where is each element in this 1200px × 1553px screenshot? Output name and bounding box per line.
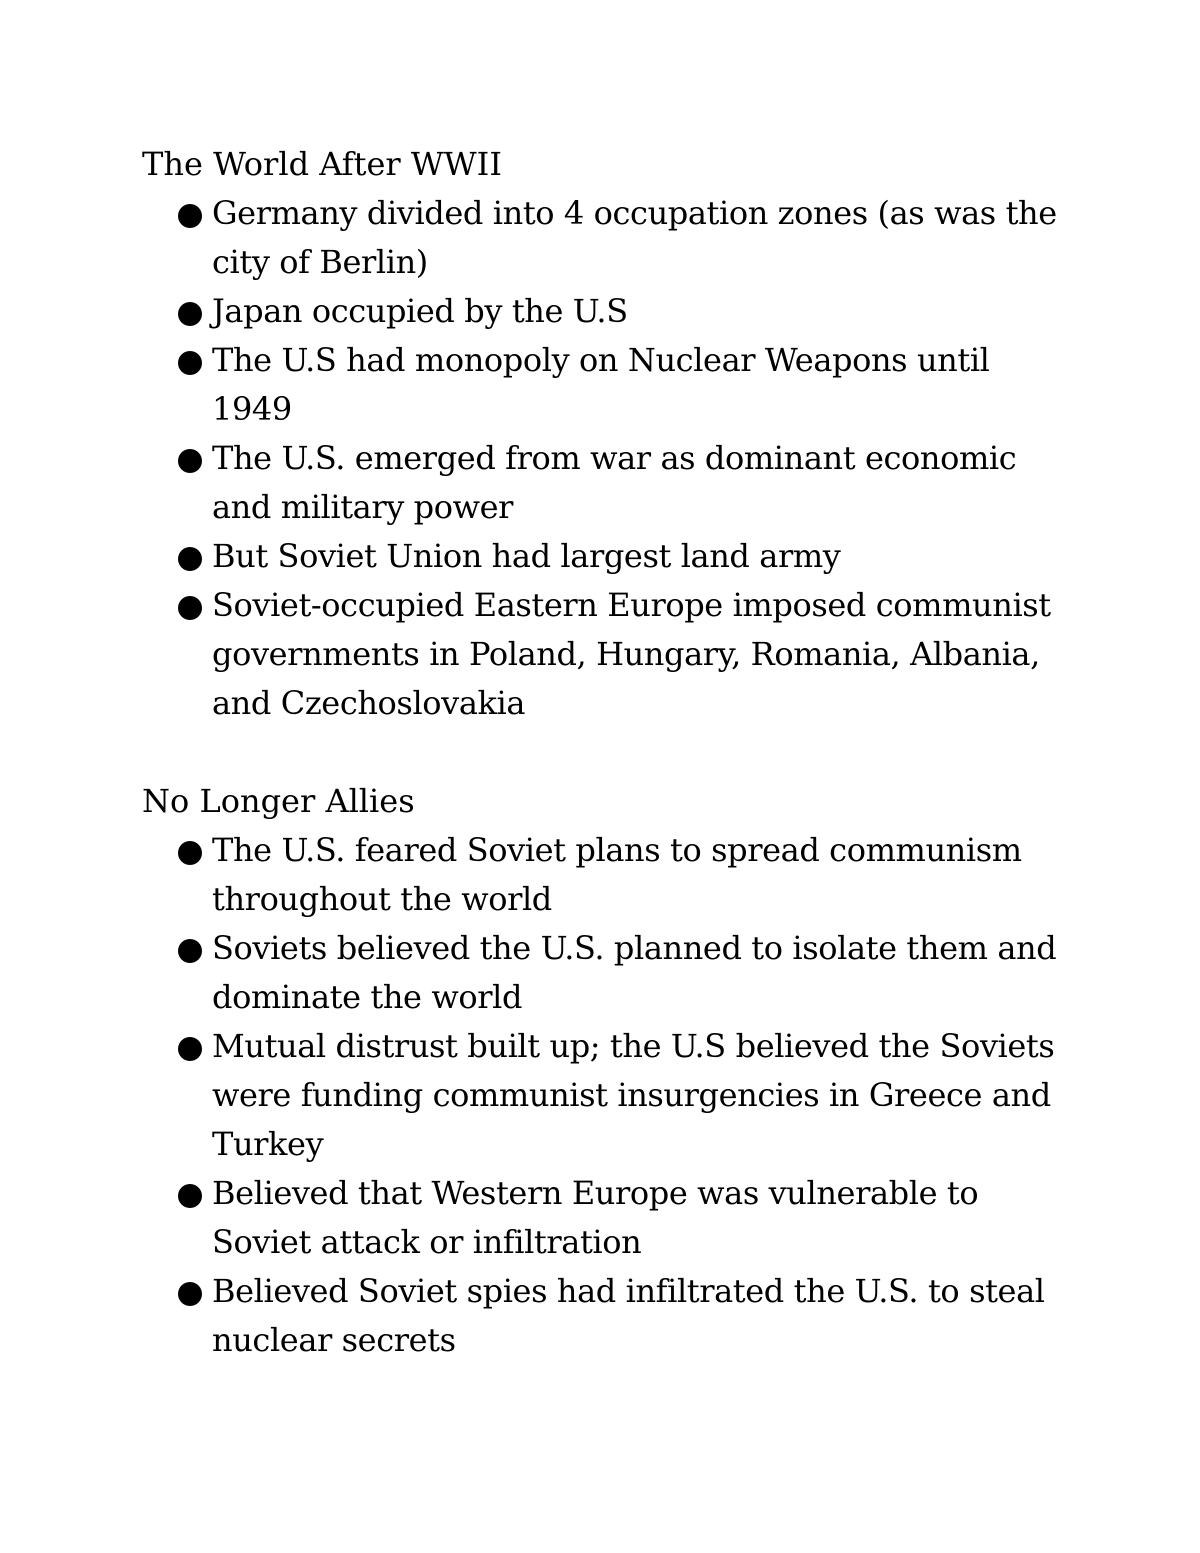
bullet-text: Mutual distrust built up; the U.S believed the Soviets were funding communist insurgencies in Greece and Turkey <box>212 1027 1055 1163</box>
bullet-icon <box>178 1037 202 1061</box>
list-item <box>212 1169 1062 1267</box>
list-item <box>212 434 1062 532</box>
section-heading: The World After WWII <box>142 145 502 183</box>
bullet-list <box>142 826 1062 1365</box>
bullet-icon <box>178 939 202 963</box>
section-spacer <box>142 728 1062 777</box>
bullet-icon <box>178 596 202 620</box>
list-item <box>212 826 1062 924</box>
bullet-text: Soviet-occupied Eastern Europe imposed communist governments in Poland, Hungary, Romania, Albania, and Czechoslovakia <box>212 586 1051 722</box>
document-page <box>142 140 1062 1365</box>
bullet-icon <box>178 841 202 865</box>
bullet-text: The U.S. feared Soviet plans to spread communism throughout the world <box>212 831 1022 918</box>
bullet-text: The U.S. emerged from war as dominant economic and military power <box>212 439 1017 526</box>
section-world-after-wwii <box>142 140 1062 728</box>
bullet-icon <box>178 449 202 473</box>
list-item <box>212 1267 1062 1365</box>
list-item <box>212 336 1062 434</box>
bullet-icon <box>178 1282 202 1306</box>
bullet-list <box>142 189 1062 728</box>
bullet-icon <box>178 204 202 228</box>
section-no-longer-allies <box>142 777 1062 1365</box>
list-item <box>212 924 1062 1022</box>
bullet-text: Japan occupied by the U.S <box>212 292 628 330</box>
bullet-icon <box>178 547 202 571</box>
bullet-text: The U.S had monopoly on Nuclear Weapons until 1949 <box>212 341 990 428</box>
bullet-icon <box>178 302 202 326</box>
list-item <box>212 287 1062 336</box>
bullet-text: Germany divided into 4 occupation zones (as was the city of Berlin) <box>212 194 1057 281</box>
bullet-text: Soviets believed the U.S. planned to isolate them and dominate the world <box>212 929 1057 1016</box>
bullet-text: Believed Soviet spies had infiltrated the U.S. to steal nuclear secrets <box>212 1272 1045 1359</box>
section-heading: No Longer Allies <box>142 782 415 820</box>
list-item <box>212 1022 1062 1169</box>
bullet-text: Believed that Western Europe was vulnerable to Soviet attack or infiltration <box>212 1174 979 1261</box>
bullet-text: But Soviet Union had largest land army <box>212 537 841 575</box>
bullet-icon <box>178 351 202 375</box>
list-item <box>212 581 1062 728</box>
list-item <box>212 189 1062 287</box>
bullet-icon <box>178 1184 202 1208</box>
list-item <box>212 532 1062 581</box>
